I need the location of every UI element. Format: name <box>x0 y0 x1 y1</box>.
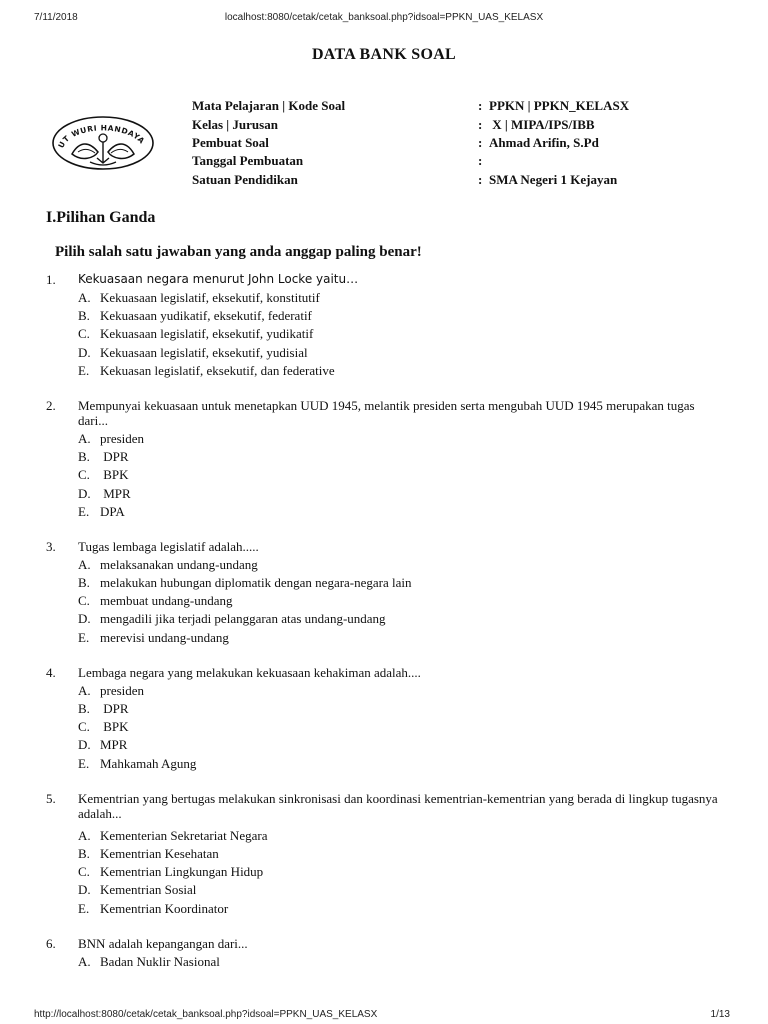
option-list <box>78 827 726 918</box>
option-letter: A. <box>78 290 91 305</box>
print-footer-url: http://localhost:8080/cetak/cetak_banksoal.php?idsoal=PPKN_UAS_KELASX <box>34 1009 378 1020</box>
option-item <box>78 610 726 628</box>
option-text: Kementrian Koordinator <box>100 900 229 916</box>
option-item <box>78 466 726 484</box>
option-item <box>78 485 726 503</box>
option-item <box>78 307 726 325</box>
option-letter: A. <box>78 682 91 698</box>
option-letter: E. <box>78 900 90 916</box>
option-text: Badan Nuklir Nasional <box>100 953 220 969</box>
meta-value: PPKN | PPKN_KELASX <box>489 98 630 113</box>
question-number: 1. <box>46 272 56 287</box>
option-item <box>78 574 726 592</box>
option-item <box>78 755 726 773</box>
option-text: Kementrian Lingkungan Hidup <box>100 864 264 880</box>
option-text: MPR <box>100 485 131 501</box>
page-number: 1/13 <box>710 1009 730 1020</box>
option-list <box>78 953 726 971</box>
option-item <box>78 503 726 521</box>
option-text: Kementrian Sosial <box>100 882 197 898</box>
option-text: mengadili jika terjadi pelanggaran atas undang-undang <box>100 611 386 627</box>
print-url: localhost:8080/cetak/cetak_banksoal.php?idsoal=PPKN_UAS_KELASX <box>224 12 544 23</box>
option-letter: B. <box>78 575 90 591</box>
option-letter: A. <box>78 556 91 572</box>
option-item <box>78 430 726 448</box>
option-text: merevisi undang-undang <box>100 629 229 645</box>
svg-text:TUT WURI HANDAYANI <box>50 114 147 149</box>
option-text: membuat undang-undang <box>100 593 233 609</box>
option-letter: A. <box>78 430 91 446</box>
option-text: Kekuasan legislatif, eksekutif, dan federative <box>100 362 335 378</box>
question-text: Mempunyai kekuasaan untuk menetapkan UUD 1945, melantik presiden serta mengubah UUD 1945 merupakan tugas dari... <box>78 397 695 428</box>
logo-text: UT WURI HANDAYA <box>56 123 147 150</box>
option-text: BPK <box>100 467 129 483</box>
meta-label: Mata Pelajaran | Kode Soal <box>192 98 346 113</box>
option-letter: A. <box>78 827 91 843</box>
option-letter: B. <box>78 308 90 324</box>
option-item <box>78 289 726 307</box>
option-letter: D. <box>78 485 91 501</box>
option-text: Kekuasaan legislatif, eksekutif, yudikatif <box>100 326 314 342</box>
question-item <box>46 791 726 918</box>
option-text: BPK <box>100 719 129 735</box>
option-item <box>78 881 726 899</box>
option-letter: E. <box>78 629 90 645</box>
meta-value: X | MIPA/IPS/IBB <box>489 117 595 132</box>
option-item <box>78 953 726 971</box>
meta-value: Ahmad Arifin, S.Pd <box>489 135 599 150</box>
question-text: Kekuasaan negara menurut John Locke yaitu… <box>78 272 359 286</box>
option-letter: B. <box>78 449 90 465</box>
option-item <box>78 344 726 362</box>
option-item <box>78 448 726 466</box>
question-text: BNN adalah kepangangan dari... <box>78 935 248 951</box>
option-letter: D. <box>78 882 91 898</box>
question-item <box>46 539 726 647</box>
question-item <box>46 936 726 971</box>
meta-label: Satuan Pendidikan <box>192 172 298 187</box>
option-text: presiden <box>100 682 145 698</box>
question-number: 2. <box>46 397 56 413</box>
option-letter: C. <box>78 593 90 609</box>
option-text: DPR <box>100 701 129 716</box>
option-item <box>78 845 726 863</box>
question-text: Tugas lembaga legislatif adalah..... <box>78 538 259 554</box>
option-letter: D. <box>78 344 91 360</box>
section-title: I.Pilihan Ganda <box>46 209 156 226</box>
option-text: Kementerian Sekretariat Negara <box>100 827 268 843</box>
option-text: melakukan hubungan diplomatik dengan negara-negara lain <box>100 575 412 591</box>
option-item <box>78 556 726 574</box>
option-item <box>78 362 726 380</box>
question-number: 3. <box>46 538 56 554</box>
option-list <box>78 556 726 647</box>
option-letter: B. <box>78 845 90 861</box>
option-letter: C. <box>78 326 90 342</box>
option-text: melaksanakan undang-undang <box>100 556 258 572</box>
question-text: Lembaga negara yang melakukan kekuasaan kehakiman adalah.... <box>78 664 421 680</box>
option-text: DPA <box>100 503 125 519</box>
meta-separator: : <box>478 98 483 113</box>
option-item <box>78 900 726 918</box>
option-text: DPR <box>100 449 129 465</box>
option-item <box>78 700 726 718</box>
question-number: 4. <box>46 664 56 680</box>
option-item <box>78 629 726 647</box>
option-text: Kementrian Kesehatan <box>100 845 219 861</box>
option-item <box>78 592 726 610</box>
meta-separator: : <box>478 153 483 168</box>
meta-value: SMA Negeri 1 Kejayan <box>489 172 618 187</box>
meta-separator: : <box>478 117 483 132</box>
option-item <box>78 827 726 845</box>
question-item <box>46 272 726 380</box>
option-text: Mahkamah Agung <box>100 755 197 771</box>
option-item <box>78 325 726 343</box>
option-text: presiden <box>100 430 145 446</box>
print-date: 7/11/2018 <box>34 12 78 23</box>
question-number: 6. <box>46 935 56 951</box>
meta-label: Pembuat Soal <box>192 135 269 150</box>
page-title: DATA BANK SOAL <box>311 46 457 63</box>
option-text: Kekuasaan yudikatif, eksekutif, federatif <box>100 308 312 324</box>
question-item <box>46 398 726 521</box>
question-text: Kementrian yang bertugas melakukan sinkronisasi dan koordinasi kementrian-kementrian yang berada di lingkup tugasnya adalah... <box>78 790 718 821</box>
instruction-text: Pilih salah satu jawaban yang anda anggap paling benar! <box>55 244 422 260</box>
option-text: MPR <box>100 737 128 753</box>
option-text: Kekuasaan legislatif, eksekutif, yudisial <box>100 344 308 360</box>
question-list <box>46 272 726 989</box>
meta-label: Tanggal Pembuatan <box>192 153 304 168</box>
option-list <box>78 289 726 380</box>
option-item <box>78 682 726 700</box>
option-letter: D. <box>78 611 91 627</box>
option-text: Kekuasaan legislatif, eksekutif, konstitutif <box>100 290 320 305</box>
option-letter: E. <box>78 755 90 771</box>
option-letter: C. <box>78 467 90 483</box>
meta-label: Kelas | Jurusan <box>192 117 278 132</box>
option-list <box>78 430 726 521</box>
option-letter: E. <box>78 503 90 519</box>
meta-separator: : <box>478 172 483 187</box>
option-letter: C. <box>78 864 90 880</box>
tut-wuri-handayani-logo-icon <box>50 114 156 172</box>
option-letter: D. <box>78 737 91 753</box>
option-item <box>78 736 726 754</box>
question-number: 5. <box>46 790 56 806</box>
option-letter: C. <box>78 719 90 735</box>
option-item <box>78 863 726 881</box>
meta-separator: : <box>478 135 483 150</box>
option-letter: B. <box>78 701 90 716</box>
question-item <box>46 665 726 773</box>
option-item <box>78 718 726 736</box>
option-letter: E. <box>78 362 90 378</box>
option-list <box>78 682 726 773</box>
option-letter: A. <box>78 953 91 969</box>
